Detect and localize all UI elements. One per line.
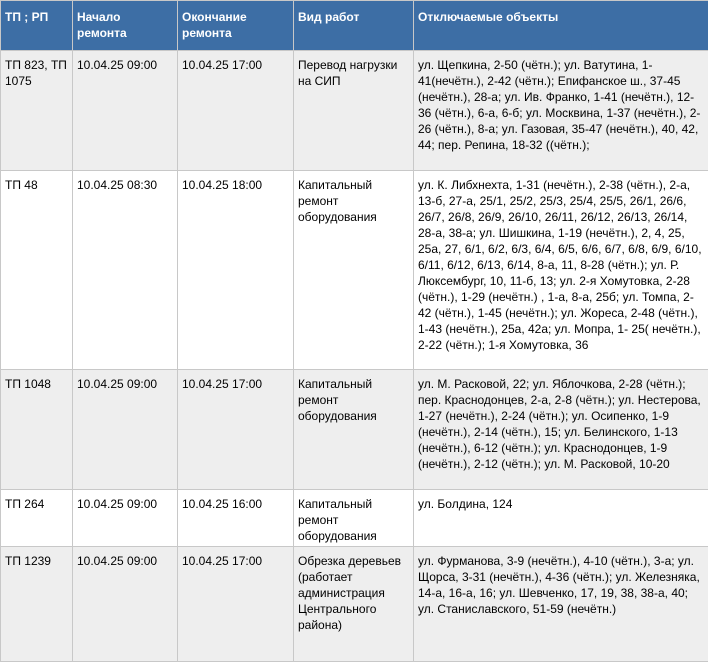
- cell-end: 10.04.25 17:00: [178, 370, 294, 490]
- header-tp: ТП ; РП: [1, 1, 73, 51]
- header-start: Начало ремонта: [73, 1, 178, 51]
- table-row: [1, 370, 708, 490]
- cell-start: 10.04.25 09:00: [73, 51, 178, 171]
- cell-end: 10.04.25 17:00: [178, 547, 294, 662]
- cell-start: 10.04.25 09:00: [73, 370, 178, 490]
- table-header-row: [1, 1, 708, 51]
- cell-start: 10.04.25 08:30: [73, 171, 178, 370]
- table-row: [1, 490, 708, 547]
- cell-objects: ул. К. Либхнехта, 1-31 (нечётн.), 2-38 (чётн.), 2-а, 13-б, 27-а, 25/1, 25/2, 25/3, 25/4, 25/5, 26/1, 26/6, 26/7, 26/8, 26/9, 26/10, 26/11, 26/12, 26/13, 26/14, 28-а, 38-а; ул. Шишкина, 1-19 (нечётн.), 2, 4, 25, 25а, 27, 6/1, 6/2, 6/3, 6/4, 6/5, 6/6, 6/7, 6/8, 6/9, 6/10, 6/11, 6/12, 6/13, 6/14, 8-а, 11, 8-28 (чётн.); ул. Р. Люксембург, 10, 11-б, 13; ул. 2-я Хомутовка, 2-28 (чётн.), 1-29 (нечётн.) , 1-а, 8-а, 25б; ул. Томпа, 2-42 (чётн.), 1-45 (нечётн.); ул. Жореса, 2-48 (чётн.), 1-43 (нечётн.), 25а, 42а; ул. Мопра, 1- 25( нечётн.), 2-22 (чётн.); 1-я Хомутовка, 36: [414, 171, 708, 370]
- cell-tp: ТП 48: [1, 171, 73, 370]
- cell-objects: ул. Болдина, 124: [414, 490, 708, 547]
- header-work: Вид работ: [294, 1, 414, 51]
- header-objects: Отключаемые объекты: [414, 1, 708, 51]
- cell-objects: ул. Фурманова, 3-9 (нечётн.), 4-10 (чётн.), 3-а; ул. Щорса, 3-31 (нечётн.), 4-36 (чётн.); ул. Железняка, 14-а, 16-а, 16; ул. Шевченко, 17, 19, 38, 38-а, 40; ул. Станиславского, 51-59 (нечётн.): [414, 547, 708, 662]
- cell-objects: ул. М. Расковой, 22; ул. Яблочкова, 2-28 (чётн.); пер. Краснодонцев, 2-а, 2-8 (чётн.); ул. Нестерова, 1-27 (нечётн.), 2-24 (чётн.); ул. Осипенко, 1-9 (нечётн.), 2-14 (чётн.), 15; ул. Белинского, 1-13 (нечётн.), 6-12 (чётн.); ул. Краснодонцев, 1-9 (нечётн.), 2-12 (чётн.); ул. М. Расковой, 10-20: [414, 370, 708, 490]
- cell-tp: ТП 823, ТП 1075: [1, 51, 73, 171]
- cell-end: 10.04.25 17:00: [178, 51, 294, 171]
- cell-tp: ТП 1048: [1, 370, 73, 490]
- cell-work: Обрезка деревьев (работает администрация Центрального района): [294, 547, 414, 662]
- cell-work: Капитальный ремонт оборудования: [294, 490, 414, 547]
- table-row: [1, 547, 708, 662]
- cell-work: Капитальный ремонт оборудования: [294, 171, 414, 370]
- cell-start: 10.04.25 09:00: [73, 547, 178, 662]
- cell-tp: ТП 264: [1, 490, 73, 547]
- cell-start: 10.04.25 09:00: [73, 490, 178, 547]
- cell-end: 10.04.25 16:00: [178, 490, 294, 547]
- header-end: Окончание ремонта: [178, 1, 294, 51]
- cell-work: Перевод нагрузки на СИП: [294, 51, 414, 171]
- table-row: [1, 171, 708, 370]
- table-row: [1, 51, 708, 171]
- cell-end: 10.04.25 18:00: [178, 171, 294, 370]
- cell-work: Капитальный ремонт оборудования: [294, 370, 414, 490]
- cell-objects: ул. Щепкина, 2-50 (чётн.); ул. Ватутина, 1-41(нечётн.), 2-42 (чётн.); Епифанское ш., 37-45 (нечётн.), 28-а; ул. Ив. Франко, 1-41 (нечётн.), 12-36 (чётн.), 6-а, 6-б; ул. Москвина, 1-37 (нечётн.), 2-26 (чётн.), 8-а; ул. Газовая, 35-47 (нечётн.), 40, 42, 44; пер. Репина, 18-32 ((чётн.);: [414, 51, 708, 171]
- cell-tp: ТП 1239: [1, 547, 73, 662]
